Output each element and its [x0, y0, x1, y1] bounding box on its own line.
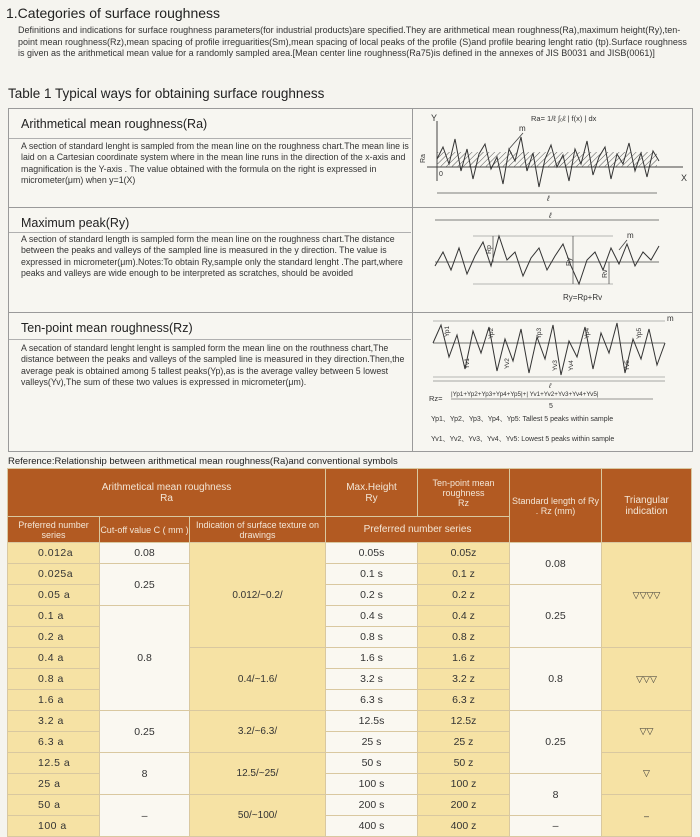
ra-l-label: ℓ — [547, 194, 550, 203]
triangular-cell: ▽▽ — [602, 711, 692, 753]
triangular-cell: – — [602, 795, 692, 837]
rz-yp2: Yp2 — [488, 327, 495, 339]
header-ra: Arithmetical mean roughness Ra — [8, 469, 326, 517]
ra-cell: 50 a — [8, 795, 100, 816]
ra-x-label: X — [681, 173, 688, 183]
ry-cell: 0.2 s — [326, 585, 418, 606]
ry-cell: 50 s — [326, 753, 418, 774]
rz-cell: 3.2 z — [418, 669, 510, 690]
rz-description: A secation of standard lenght lenght is sampled form the mean line on the routhness chart,The distance between the peaks and valleys of the sampled line is measured in they direction.Then,the average peak is obtained among 5 tallest peaks(Yp),as is the average valley between 5 lowest valleys(Yv),The sum of these two values is expressed in micrometer(μm). — [21, 343, 405, 388]
header-preferred-series: Preferred number series — [326, 517, 510, 543]
header-preferred: Preferred number series — [8, 517, 100, 543]
header-rz: Ten-point mean roughness Rz — [418, 469, 510, 517]
ra-cell: 0.4 a — [8, 648, 100, 669]
ry-cell: 0.05s — [326, 543, 418, 564]
rz-yp1: Yp1 — [444, 325, 451, 337]
ry-l-label: ℓ — [549, 211, 552, 220]
ra-heading: Arithmetical mean roughness(Ra) — [9, 109, 411, 139]
rz-cell: 0.2 z — [418, 585, 510, 606]
indication-cell: 12.5/~25/ — [190, 753, 326, 795]
triangular-cell: ▽ — [602, 753, 692, 795]
rz-yv1: Yv1 — [464, 358, 471, 369]
ra-cell: 0.012a — [8, 543, 100, 564]
ra-cell: 0.2 a — [8, 627, 100, 648]
rz-cell: 12.5z — [418, 711, 510, 732]
rz-l-label: ℓ — [549, 383, 552, 390]
rz-diagram — [413, 313, 693, 451]
ra-zero-label: 0 — [439, 171, 443, 178]
cutoff-cell: 0.08 — [100, 543, 190, 564]
rz-definition-box — [8, 312, 693, 452]
rz-cell: 6.3 z — [418, 690, 510, 711]
ry-description: A section of standard length is sampled form the mean line on the roughness chart.The distance between the peaks and valleys of the sampled line is measured in the y direction. The value is expressed in micrometer(μm).Notes:To obtain Ry,sample only the standard lenght .The part,where peaks and valleys are wide enough to be interpreted as scratches, should be avoided — [21, 234, 403, 279]
ra-y-label: Y — [431, 113, 438, 123]
ry-cell: 400 s — [326, 816, 418, 837]
ry-heading: Maximum peak(Ry) — [9, 208, 411, 233]
header-triangular: Triangular indication — [602, 469, 692, 543]
rz-cell: 50 z — [418, 753, 510, 774]
ra-definition-box — [8, 108, 693, 208]
std-length-cell: 0.08 — [510, 543, 602, 585]
rz-cell: 0.4 z — [418, 606, 510, 627]
rz-heading: Ten-point mean roughness(Rz) — [9, 313, 411, 340]
indication-cell: 0.4/~1.6/ — [190, 648, 326, 711]
ra-cell: 12.5 a — [8, 753, 100, 774]
ry-cell: 12.5s — [326, 711, 418, 732]
ry-rv-label: Rv — [602, 269, 609, 278]
rz-yp5: Yp5 — [636, 327, 643, 339]
ra-cell: 1.6 a — [8, 690, 100, 711]
indication-cell: 3.2/~6.3/ — [190, 711, 326, 753]
ra-ra-label: Ra — [420, 154, 427, 163]
ra-cell: 3.2 a — [8, 711, 100, 732]
std-length-cell: – — [510, 816, 602, 837]
ry-ry-label: Ry — [566, 257, 573, 266]
ra-cell: 0.025a — [8, 564, 100, 585]
rz-yv3: Yv3 — [552, 360, 559, 371]
ry-rp-label: Rp — [486, 245, 493, 254]
ry-cell: 0.8 s — [326, 627, 418, 648]
std-length-cell: 0.8 — [510, 648, 602, 711]
reference-table — [7, 468, 692, 837]
rz-yv4: Yv4 — [568, 360, 575, 371]
ra-cell: 25 a — [8, 774, 100, 795]
rz-note-peaks: Yp1、Yp2、Yp3、Yp4、Yp5: Tallest 5 peaks within sample — [431, 416, 614, 423]
ry-cell: 6.3 s — [326, 690, 418, 711]
header-standard-length: Standard length of Ry . Rz (mm) — [510, 469, 602, 543]
ry-cell: 100 s — [326, 774, 418, 795]
ry-definition-box — [8, 207, 693, 313]
rz-formula-denominator: 5 — [549, 403, 553, 410]
table1-title: Table 1 Typical ways for obtaining surface roughness — [8, 86, 325, 101]
triangular-cell: ▽▽▽▽ — [602, 543, 692, 648]
ra-cell: 100 a — [8, 816, 100, 837]
ry-diagram — [413, 208, 693, 312]
ra-cell: 0.8 a — [8, 669, 100, 690]
indication-cell: 0.012/~0.2/ — [190, 543, 326, 648]
ry-cell: 3.2 s — [326, 669, 418, 690]
rz-yv5: Yv5 — [624, 360, 631, 371]
ra-description: A section of standard lenght is sampled from the mean line on the roughness chart.The mean line is laid on a Cartesian coordinate system where in the mean line runs in the direction of the x-axis and magnification is the Y-axis . The value obtained with the formula on the right is expressed in micrometer(μm) when y=1(X) — [21, 141, 409, 186]
indication-cell: 50/~100/ — [190, 795, 326, 837]
rz-cell: 25 z — [418, 732, 510, 753]
ry-m-label: m — [627, 231, 634, 240]
rz-cell: 0.8 z — [418, 627, 510, 648]
rz-yv2: Yv2 — [504, 358, 511, 369]
ry-cell: 1.6 s — [326, 648, 418, 669]
std-length-cell: 0.25 — [510, 711, 602, 774]
rz-cell: 0.1 z — [418, 564, 510, 585]
cutoff-cell: 0.25 — [100, 711, 190, 753]
rz-cell: 400 z — [418, 816, 510, 837]
ra-formula: Ra= 1/ℓ ∫₀ℓ | f(x) | dx — [531, 114, 597, 123]
ry-cell: 25 s — [326, 732, 418, 753]
cutoff-cell: 0.8 — [100, 606, 190, 711]
ry-cell: 200 s — [326, 795, 418, 816]
ry-cell: 0.1 s — [326, 564, 418, 585]
rz-yp4: Yp4 — [584, 327, 591, 339]
rz-formula-lhs: Rz= — [429, 394, 443, 403]
ry-cell: 0.4 s — [326, 606, 418, 627]
section-title: 1.Categories of surface roughness — [6, 5, 221, 21]
std-length-cell: 8 — [510, 774, 602, 816]
rz-note-valleys: Yv1、Yv2、Yv3、Yv4、Yv5: Lowest 5 peaks within sample — [431, 436, 615, 443]
ra-m-label: m — [519, 124, 526, 133]
header-ry: Max.Height Ry — [326, 469, 418, 517]
header-indication: Indication of surface texture on drawings — [190, 517, 326, 543]
ry-formula: Ry=Rp+Rv — [563, 293, 603, 302]
triangular-cell: ▽▽▽ — [602, 648, 692, 711]
rz-cell: 200 z — [418, 795, 510, 816]
header-cutoff: Cut-off value C ( mm ) — [100, 517, 190, 543]
rz-cell: 1.6 z — [418, 648, 510, 669]
ry-profile — [435, 236, 659, 284]
rz-yp3: Yp3 — [536, 327, 543, 339]
ra-cell: 0.1 a — [8, 606, 100, 627]
cutoff-cell: 0.25 — [100, 564, 190, 606]
reference-title: Reference:Relationship between arithmetical mean roughness(Ra)and conventional symbols — [8, 456, 398, 467]
cutoff-cell: – — [100, 795, 190, 837]
ra-cell: 0.05 a — [8, 585, 100, 606]
rz-formula-numerator: |Yp1+Yp2+Yp3+Yp4+Yp5|+| Yv1+Yv2+Yv3+Yv4+Yv5| — [451, 391, 599, 398]
intro-paragraph: Definitions and indications for surface roughness parameters(for industrial products)are specified.They are arithmetical mean roughness(Ra),maximum height(Ry),ten-point mean roughness(Rz),mean spacing of profile irreguarities(Sm),mean spacing of local peaks of the profile (S)and profile bearing lenght ratio (tp).Surface roughness is given as the arithmetical mean value for a randomly sampled area.[Mean center line roughness(Ra75)is defined in the annexes of JIS B0031 and JISB(0061)] — [18, 25, 687, 58]
rz-cell: 0.05z — [418, 543, 510, 564]
std-length-cell: 0.25 — [510, 585, 602, 648]
ra-diagram — [413, 109, 693, 207]
rz-m-label: m — [667, 314, 674, 323]
rz-cell: 100 z — [418, 774, 510, 795]
ra-cell: 6.3 a — [8, 732, 100, 753]
cutoff-cell: 8 — [100, 753, 190, 795]
